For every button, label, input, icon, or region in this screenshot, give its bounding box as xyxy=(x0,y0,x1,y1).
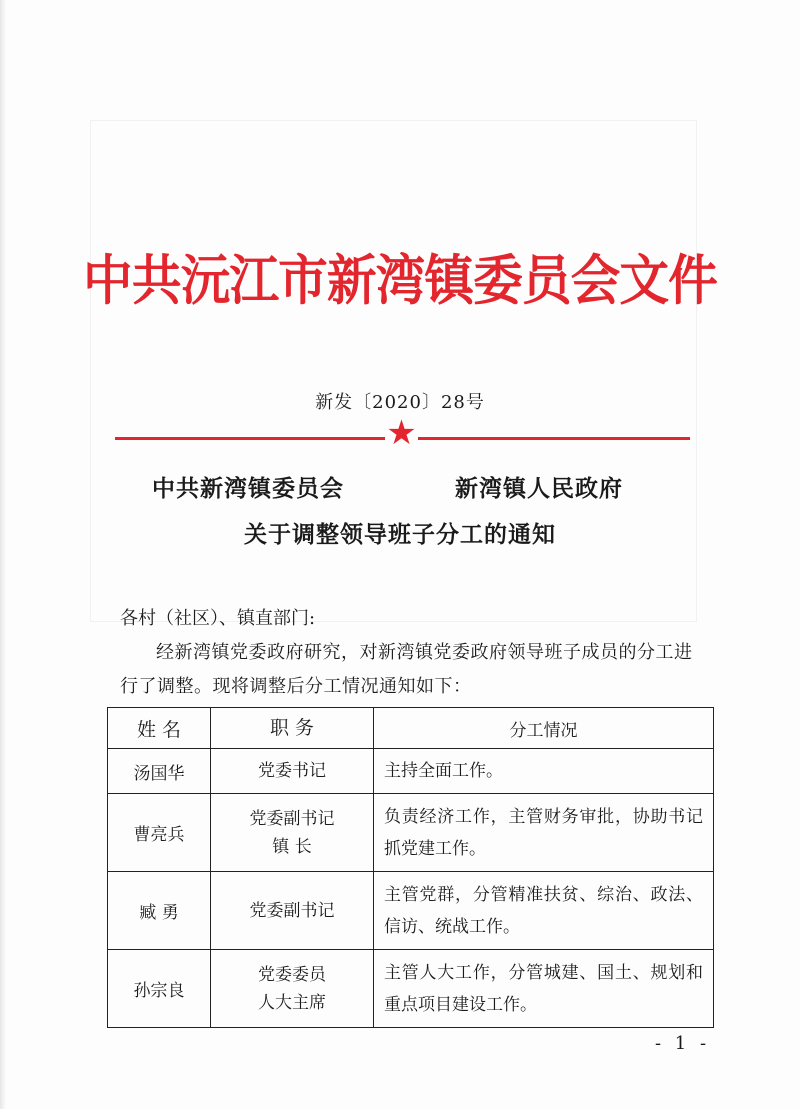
red-separator-left xyxy=(115,437,385,440)
position-line: 党委副书记 xyxy=(249,900,335,921)
document-masthead: 中共沅江市新湾镇委员会文件 xyxy=(83,249,717,312)
cell-name: 臧 勇 xyxy=(108,872,211,950)
header-position: 职 务 xyxy=(211,708,374,749)
cell-name: 孙宗良 xyxy=(108,950,211,1028)
cell-duties: 主管人大工作，分管城建、国土、规划和重点项目建设工作。 xyxy=(374,950,714,1028)
page-number: - 1 - xyxy=(655,1033,711,1054)
position-line: 人大主席 xyxy=(258,992,326,1013)
body-paragraph: 经新湾镇党委政府研究，对新湾镇党委政府领导班子成员的分工进行了调整。现将调整后分工情况通知如下： xyxy=(120,642,693,697)
cell-position xyxy=(211,794,374,872)
table-row xyxy=(108,749,714,794)
cell-duties: 负责经济工作，主管财务审批，协助书记抓党建工作。 xyxy=(374,794,714,872)
cell-position xyxy=(211,950,374,1028)
position-line: 党委副书记 xyxy=(249,808,335,829)
table-row xyxy=(108,872,714,950)
header-duties: 分工情况 xyxy=(374,708,714,749)
cell-name: 曹亮兵 xyxy=(108,794,211,872)
cell-duties: 主管党群，分管精准扶贫、综治、政法、信访、统战工作。 xyxy=(374,872,714,950)
red-separator-right xyxy=(418,437,690,440)
document-number: 新发〔2020〕28号 xyxy=(315,392,485,413)
table-row xyxy=(108,950,714,1028)
salutation: 各村（社区）、镇直部门: xyxy=(120,608,316,629)
star-icon: ★ xyxy=(386,413,417,453)
table-row xyxy=(108,794,714,872)
notice-title: 关于调整领导班子分工的通知 xyxy=(244,521,556,548)
header-name: 姓 名 xyxy=(108,708,211,749)
position-line: 党委委员 xyxy=(258,964,326,985)
duty-table xyxy=(107,707,714,1028)
cell-position xyxy=(211,749,374,794)
cell-name: 汤国华 xyxy=(108,749,211,794)
issuer-government: 新湾镇人民政府 xyxy=(455,475,623,502)
position-line: 镇 长 xyxy=(272,836,312,857)
cell-duties: 主持全面工作。 xyxy=(374,749,714,794)
issuer-party: 中共新湾镇委员会 xyxy=(152,475,344,502)
scan-edge xyxy=(0,0,6,1109)
table-header-row xyxy=(108,708,714,749)
cell-position xyxy=(211,872,374,950)
position-line: 党委书记 xyxy=(258,761,326,781)
